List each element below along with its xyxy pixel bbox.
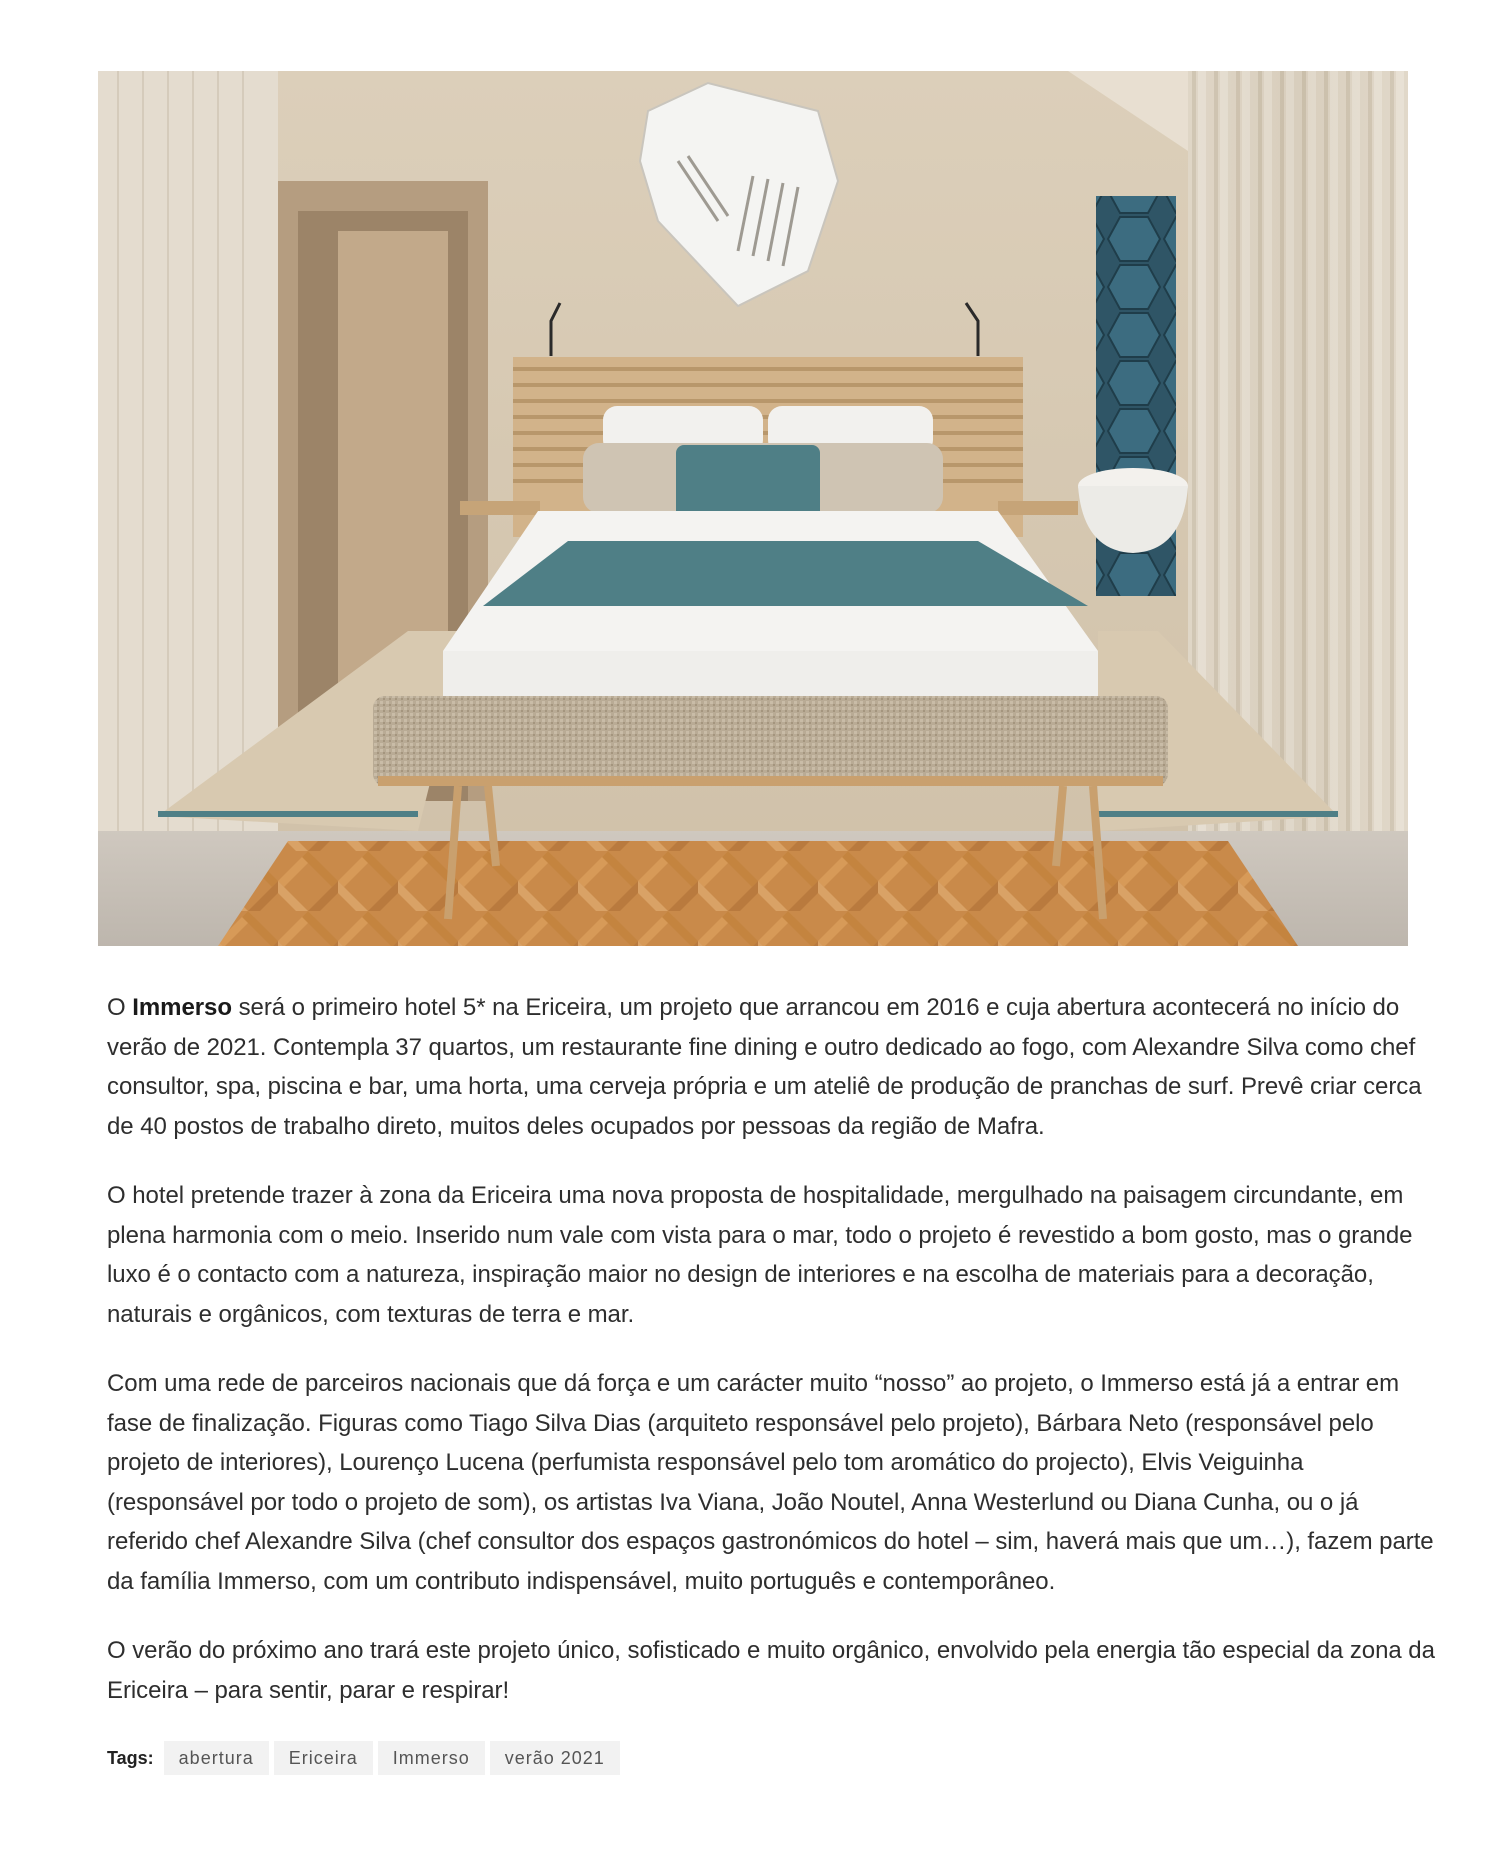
bedroom-illustration	[98, 71, 1408, 946]
paragraph-4: O verão do próximo ano trará este projeto único, sofisticado e muito orgânico, envolvido pela energia tão especial da zona da Ericeira – para sentir, parar e respirar!	[107, 1637, 1435, 1704]
article-body	[107, 988, 1437, 1740]
paragraph-1-text: será o primeiro hotel 5* na Ericeira, um projeto que arrancou em 2016 e cuja abertura acontecerá no início do verão de 2021. Contempla 37 quartos, um restaurante fine dining e outro dedicado ao fogo, com Alexandre Silva como chef consultor, spa, piscina e bar, uma horta, uma cerveja própria e um ateliê de produção de pranchas de surf. Prevê criar cerca de 40 postos de trabalho direto, muitos deles ocupados por pessoas da região de Mafra.	[107, 994, 1422, 1140]
tags-row	[107, 1741, 625, 1775]
tags-label: Tags:	[107, 1747, 154, 1768]
tag-immerso[interactable]: Immerso	[378, 1741, 485, 1775]
paragraph-1-prefix: O	[107, 994, 133, 1021]
hero-image	[98, 71, 1408, 946]
hotel-name-bold: Immerso	[132, 994, 232, 1021]
paragraph-1	[107, 988, 1437, 1146]
tag-verao-2021[interactable]: verão 2021	[490, 1741, 620, 1775]
tag-ericeira[interactable]: Ericeira	[274, 1741, 373, 1775]
paragraph-2: O hotel pretende trazer à zona da Ericeira uma nova proposta de hospitalidade, mergulhado na paisagem circundante, em plena harmonia com o meio. Inserido num vale com vista para o mar, todo o projeto é revestido a bom gosto, mas o grande luxo é o contacto com a natureza, inspiração maior no design de interiores e na escolha de materiais para a decoração, naturais e orgânicos, com texturas de terra e mar.	[107, 1182, 1413, 1328]
paragraph-3: Com uma rede de parceiros nacionais que dá força e um carácter muito “nosso” ao projeto, o Immerso está já a entrar em fase de finalização. Figuras como Tiago Silva Dias (arquiteto responsável pelo projeto), Bárbara Neto (responsável pelo projeto de interiores), Lourenço Lucena (perfumista responsável pelo tom aromático do projecto), Elvis Veiguinha (responsável por todo o projeto de som), os artistas Iva Viana, João Noutel, Anna Westerlund ou Diana Cunha, ou o já referido chef Alexandre Silva (chef consultor dos espaços gastronómicos do hotel – sim, haverá mais que um…), fazem parte da família Immerso, com um contributo indispensável, muito português e contemporâneo.	[107, 1370, 1434, 1595]
tag-abertura[interactable]: abertura	[164, 1741, 269, 1775]
